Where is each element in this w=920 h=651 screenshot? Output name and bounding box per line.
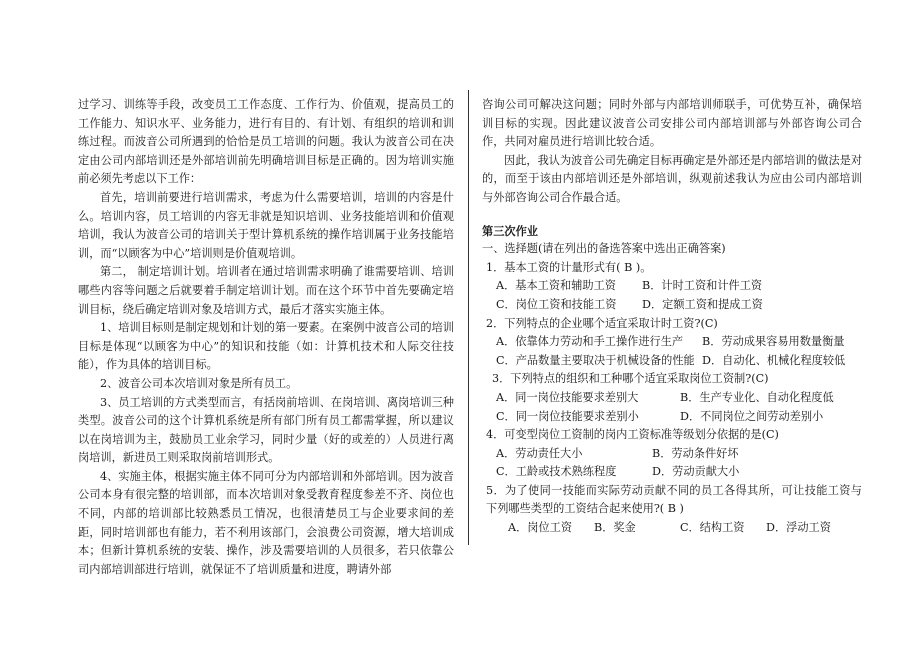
option-b: B．计时工资和计件工资	[642, 279, 763, 293]
paragraph: 因此，我认为波音公司先确定目标再确定是外部还是内部培训的做法是对的，而至于该由内部培训还是外部培训，纵观前述我认为应由公司内部培训与外部咨询公司合作最合适。	[482, 153, 863, 204]
paragraph: 第二， 制定培训计划。培训者在通过培训需求明确了谁需要培训、培训哪些内容等问题之后就要着手制定培训计划。而在这个环节中首先要确定培训目标，绕后确定培训对象及培训方式，最后才落实实施主体。	[78, 265, 454, 316]
option-a: A．依靠体力劳动和手工操作进行生产	[496, 335, 684, 349]
option-a: A．劳动责任大小	[496, 446, 583, 460]
question-3	[482, 370, 862, 426]
question-stem: 4．可变型岗位工资制的岗内工资标准等级划分依据的是(C)	[486, 428, 779, 442]
paragraph: 4、实施主体，根据实施主体不同可分为内部培训和外部培训。因为波音公司本身有很完整的培训部，而本次培训对象受教育程度参差不齐、岗位也不同，内部的培训部比较熟悉员工情况，也很清楚员工与企业要求间的差距，同时培训部也有能力，若不利用该部门，会浪费公司资源，增大培训成本；但新计算机系统的安装、操作，涉及需要培训的人员很多，若只依靠公司内部培训部进行培训，就保证不了培训质量和进度，聘请外部	[78, 469, 454, 576]
option-c: C．同一岗位技能要求差别小	[496, 409, 639, 423]
right-column	[482, 96, 862, 538]
question-5	[482, 482, 862, 538]
option-d: D．自动化、机械化程度较低	[702, 353, 846, 367]
option-a: A．岗位工资	[508, 521, 573, 535]
option-d: D．浮动工资	[766, 521, 831, 535]
question-4	[482, 426, 862, 482]
option-d: D．劳动贡献大小	[652, 465, 740, 479]
option-a: A．同一岗位技能要求差别大	[496, 390, 639, 404]
option-a: A．基本工资和辅助工资	[496, 279, 616, 293]
paragraph: 首先，培训前要进行培训需求，考虑为什么需要培训，培训的内容是什么。培训内容，员工培训的内容无非就是知识培训、业务技能培训和价值观培训，我认为波音公司的培训关于型计算机系统的操作培训属于业务技能培训，而“以顾客为中心”培训则是价值观培训。	[78, 190, 454, 260]
option-b: B．生产专业化、自动化程度低	[680, 390, 834, 404]
section-title: 第三次作业	[482, 223, 538, 238]
option-c: C．岗位工资和技能工资	[496, 297, 617, 311]
option-d: D．不同岗位之间劳动差别小	[680, 409, 824, 423]
option-b: B．劳动条件好坏	[652, 446, 739, 460]
option-d: D．定额工资和提成工资	[642, 297, 763, 311]
paragraph: 2、波音公司本次培训对象是所有员工。	[100, 376, 298, 390]
paragraph: 3、员工培训的方式类型而言，有括岗前培训、在岗培训、离岗培训三种类型。波音公司的这个计算机系统是所有部门所有员工都需掌握，所以建议以在岗培训为主，鼓励员工业余学习，同时少量（好的或差的）人员进行离岗培训，新进员工则采取岗前培训形式。	[78, 395, 454, 465]
option-c: C．结构工资	[680, 521, 745, 535]
section-intro: 一、选择题(请在列出的备选答案中选出正确答案)	[482, 242, 726, 256]
question-1	[482, 259, 862, 315]
option-b: B．劳动成果容易用数量衡量	[702, 335, 845, 349]
paragraph: 咨询公司可解决这问题；同时外部与内部培训师联手，可优势互补，确保培训目标的实现。因此建议波音公司安排公司内部培训部与外部咨询公司合作，共同对雇员进行培训比较合适。	[482, 98, 862, 149]
paragraph: 1、培训目标则是制定规划和计划的第一要素。在案例中波音公司的培训目标是体现“以顾客为中心”的知识和技能（如：计算机技术和人际交往技能），作为具体的培训目标。	[78, 321, 454, 372]
option-b: B．奖金	[594, 521, 636, 535]
question-stem: 2．下列特点的企业哪个适宜采取计时工资?(C)	[486, 316, 718, 330]
column-divider	[468, 90, 469, 545]
question-stem: 5．为了使同一技能而实际劳动贡献不同的员工各得其所，可让技能工资与下列哪些类型的工资结合起来使用?( B )	[486, 483, 862, 516]
question-stem: 1．基本工资的计量形式有( B )。	[486, 260, 652, 274]
paragraph: 过学习、训练等手段，改变员工工作态度、工作行为、价值观，提高员工的工作能力、知识水平、业务能力，进行有目的、有计划、有组织的培训和训练过程。而波音公司所遇到的恰恰是员工培训的问题。我认为波音公司在决定由公司内部培训还是外部培训前先明确培训目标是正确的。因为培训实施前必须先考虑以下工作：	[78, 98, 454, 186]
left-column	[78, 96, 454, 579]
option-c: C．产品数量主要取决于机械设备的性能	[496, 353, 695, 367]
question-2	[482, 315, 862, 371]
option-c: C．工龄或技术熟练程度	[496, 465, 617, 479]
question-stem: 3．下列特点的组织和工种哪个适宜采取岗位工资制?(C)	[492, 372, 769, 386]
